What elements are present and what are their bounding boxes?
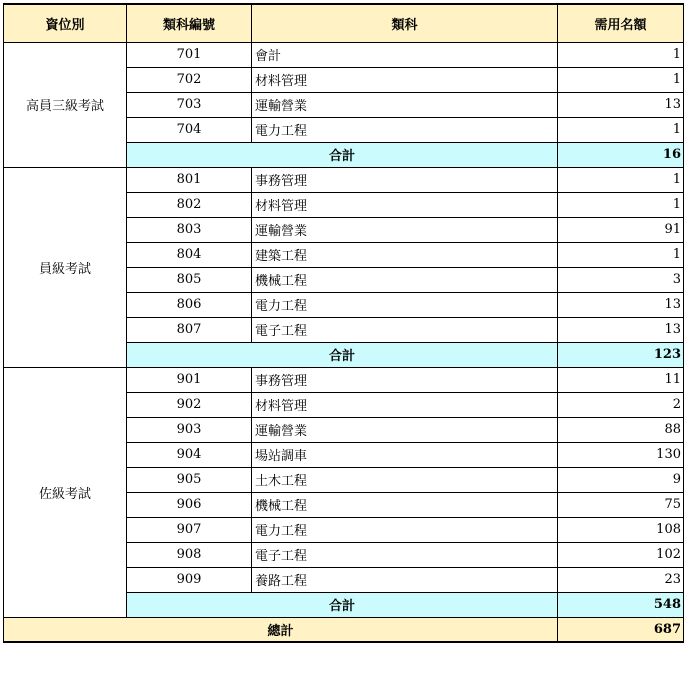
quota-table [3,3,684,643]
row-category: 材料管理 [252,67,558,92]
subtotal-value: 16 [558,142,684,167]
row-count: 3 [558,267,684,292]
row-count: 13 [558,92,684,117]
row-code: 807 [127,317,252,342]
row-category: 事務管理 [252,367,558,392]
row-count: 13 [558,292,684,317]
row-count: 108 [558,517,684,542]
row-count: 11 [558,367,684,392]
row-count: 2 [558,392,684,417]
row-count: 23 [558,567,684,592]
row-count: 130 [558,442,684,467]
row-code: 905 [127,467,252,492]
subtotal-label: 合計 [127,342,558,367]
table-row [4,167,684,192]
table-row [4,42,684,67]
subtotal-value: 123 [558,342,684,367]
row-code: 903 [127,417,252,442]
row-code: 904 [127,442,252,467]
subtotal-label: 合計 [127,592,558,617]
row-category: 場站調車 [252,442,558,467]
row-category: 電力工程 [252,292,558,317]
row-code: 801 [127,167,252,192]
row-category: 電子工程 [252,317,558,342]
row-count: 1 [558,42,684,67]
header-code: 類科編號 [127,4,252,42]
row-code: 804 [127,242,252,267]
row-category: 運輸營業 [252,217,558,242]
row-code: 803 [127,217,252,242]
row-count: 1 [558,242,684,267]
row-count: 1 [558,67,684,92]
group-label: 高員三級考試 [4,42,127,167]
row-code: 701 [127,42,252,67]
header-row [4,4,684,42]
row-category: 養路工程 [252,567,558,592]
row-code: 805 [127,267,252,292]
row-category: 機械工程 [252,267,558,292]
subtotal-value: 548 [558,592,684,617]
table-row [4,367,684,392]
row-category: 運輸營業 [252,417,558,442]
row-count: 13 [558,317,684,342]
row-category: 運輸營業 [252,92,558,117]
row-count: 91 [558,217,684,242]
group-label: 佐級考試 [4,367,127,617]
row-category: 事務管理 [252,167,558,192]
row-count: 1 [558,117,684,142]
row-code: 704 [127,117,252,142]
row-code: 909 [127,567,252,592]
row-code: 907 [127,517,252,542]
row-code: 908 [127,542,252,567]
total-label: 總計 [4,617,558,642]
row-code: 802 [127,192,252,217]
row-category: 材料管理 [252,392,558,417]
row-count: 9 [558,467,684,492]
row-code: 702 [127,67,252,92]
subtotal-label: 合計 [127,142,558,167]
row-category: 電力工程 [252,517,558,542]
row-code: 906 [127,492,252,517]
row-category: 電子工程 [252,542,558,567]
group-label: 員級考試 [4,167,127,367]
header-quota: 需用名額 [558,4,684,42]
row-category: 建築工程 [252,242,558,267]
row-category: 會計 [252,42,558,67]
row-code: 902 [127,392,252,417]
row-category: 材料管理 [252,192,558,217]
row-count: 102 [558,542,684,567]
row-count: 88 [558,417,684,442]
row-code: 703 [127,92,252,117]
row-count: 1 [558,192,684,217]
row-count: 1 [558,167,684,192]
row-category: 電力工程 [252,117,558,142]
header-rank: 資位別 [4,4,127,42]
total-value: 687 [558,617,684,642]
row-count: 75 [558,492,684,517]
header-category: 類科 [252,4,558,42]
row-category: 機械工程 [252,492,558,517]
row-code: 806 [127,292,252,317]
total-row [4,617,684,642]
row-code: 901 [127,367,252,392]
row-category: 土木工程 [252,467,558,492]
